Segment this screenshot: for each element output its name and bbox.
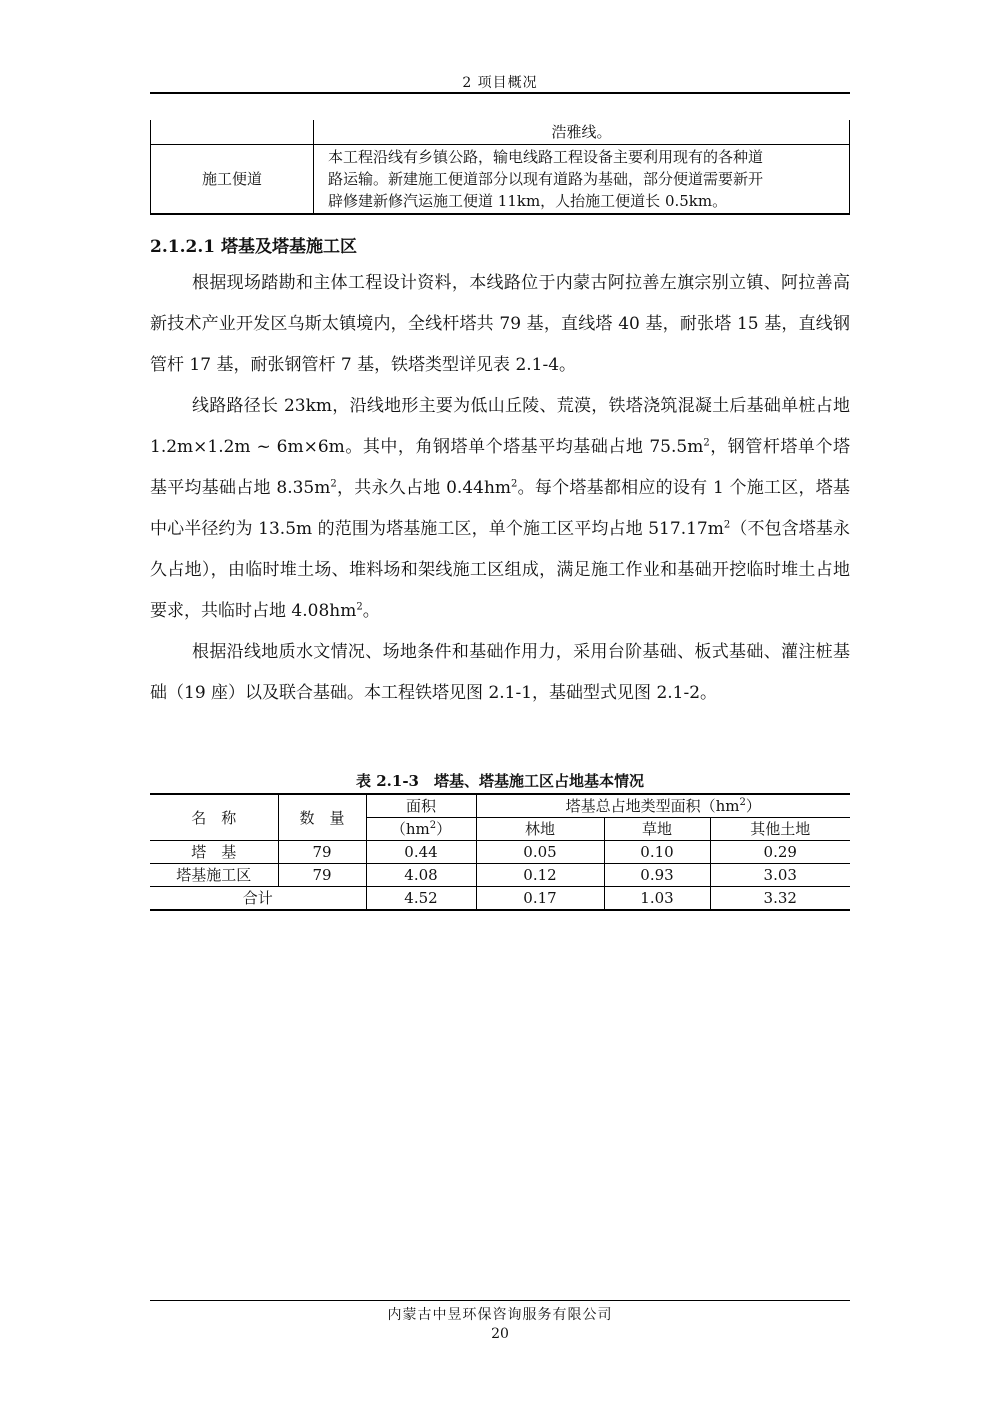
table-row (151, 145, 850, 215)
cell-total-forest: 0.17 (476, 887, 604, 911)
table-total-row (150, 887, 850, 911)
superscript: 2 (511, 478, 518, 490)
table-row (150, 864, 850, 887)
header-area-type-group (476, 794, 850, 818)
header-text: ） (745, 797, 761, 815)
header-text: 塔基总占地类型面积（hm (565, 797, 740, 815)
land-occupation-table (150, 793, 850, 911)
construction-road-table (150, 120, 850, 215)
cell-total-label: 合计 (150, 887, 366, 911)
cell-grass: 0.10 (604, 841, 710, 864)
superscript: 2 (723, 519, 731, 531)
cell-quantity: 79 (278, 864, 366, 887)
table-caption: 表 2.1-3 塔基、塔基施工区占地基本情况 (356, 772, 644, 790)
section-heading: 2.1.2.1 塔基及塔基施工区 (150, 237, 357, 257)
superscript: 2 (330, 478, 337, 490)
cell-other: 3.03 (710, 864, 850, 887)
superscript: 2 (356, 601, 363, 613)
header-quantity: 数 量 (278, 794, 366, 841)
footer-company: 内蒙古中昱环保咨询服务有限公司 (387, 1307, 613, 1323)
paragraph-foundation-types: 根据沿线地质水文情况、场地条件和基础作用力，采用台阶基础、板式基础、灌注桩基础（19 座）以及联合基础。本工程铁塔见图 2.1-1，基础型式见图 2.1-2。 (150, 642, 850, 703)
header-area: 面积 (366, 794, 476, 818)
cell-forest: 0.05 (476, 841, 604, 864)
header-text: ） (436, 820, 452, 838)
page-header: 2 项目概况 (462, 75, 538, 91)
cell-name: 塔 基 (150, 841, 278, 864)
cell-area: 0.44 (366, 841, 476, 864)
table-cell-label: 施工便道 (151, 145, 314, 215)
header-area-unit (366, 818, 476, 841)
cell-forest: 0.12 (476, 864, 604, 887)
text-span: ，共永久占地 0.44hm (336, 478, 512, 498)
cell-name: 塔基施工区 (150, 864, 278, 887)
description-line: 路运输。新建施工便道部分以现有道路为基础，部分便道需要新开 (328, 170, 764, 188)
cell-total-area: 4.52 (366, 887, 476, 911)
text-span: 线路路径长 23km，沿线地形主要为低山丘陵、荒漠，铁塔浇筑混凝土后基础单桩占地 1.2m×1.2m ~ 6m×6m。其中，角钢塔单个塔基平均基础占地 75.5m (150, 396, 850, 457)
cell-total-grass: 1.03 (604, 887, 710, 911)
cell-other: 0.29 (710, 841, 850, 864)
page-number: 20 (491, 1326, 509, 1342)
superscript: 2 (739, 797, 746, 808)
table-cell: 浩雅线。 (314, 120, 850, 145)
table-header-row (150, 794, 850, 818)
cell-total-other: 3.32 (710, 887, 850, 911)
text-span: 。每个塔基都相应的设有 1 个施工区，塔基中心半径约为 13.5m 的范围为塔基施工区，单个施工区平均占地 517.17m (150, 478, 850, 539)
paragraph-land-occupation (150, 386, 850, 632)
header-forest: 林地 (476, 818, 604, 841)
superscript: 2 (429, 820, 437, 831)
cell-grass: 0.93 (604, 864, 710, 887)
header-name: 名 称 (150, 794, 278, 841)
text-span: 。 (362, 601, 380, 621)
table-cell-empty (151, 120, 314, 145)
text-span: （不包含塔基永久占地），由临时堆土场、堆料场和架线施工区组成，满足施工作业和基础开挖临时堆土占地要求，共临时占地 4.08hm (150, 519, 850, 621)
cell-quantity: 79 (278, 841, 366, 864)
header-rule (150, 92, 850, 94)
description-line: 辟修建新修汽运施工便道 11km，人抬施工便道长 0.5km。 (328, 192, 728, 210)
table-row (150, 841, 850, 864)
footer-rule (150, 1300, 850, 1301)
table-cell-description (314, 145, 850, 215)
superscript: 2 (703, 437, 710, 449)
description-line: 本工程沿线有乡镇公路，输电线路工程设备主要利用现有的各种道 (328, 148, 764, 166)
header-text: （hm (390, 820, 430, 838)
cell-area: 4.08 (366, 864, 476, 887)
paragraph-tower-overview: 根据现场踏勘和主体工程设计资料，本线路位于内蒙古阿拉善左旗宗别立镇、阿拉善高新技术产业开发区乌斯太镇境内，全线杆塔共 79 基，直线塔 40 基，耐张塔 15 基，直线钢管杆 17 基，耐张钢管杆 7 基，铁塔类型详见表 2.1-4。 (150, 273, 850, 375)
header-other: 其他土地 (710, 818, 850, 841)
header-grass: 草地 (604, 818, 710, 841)
table-row (151, 120, 850, 145)
text-span: ，钢管杆塔单个塔基平均基础占地 8.35m (150, 437, 850, 498)
